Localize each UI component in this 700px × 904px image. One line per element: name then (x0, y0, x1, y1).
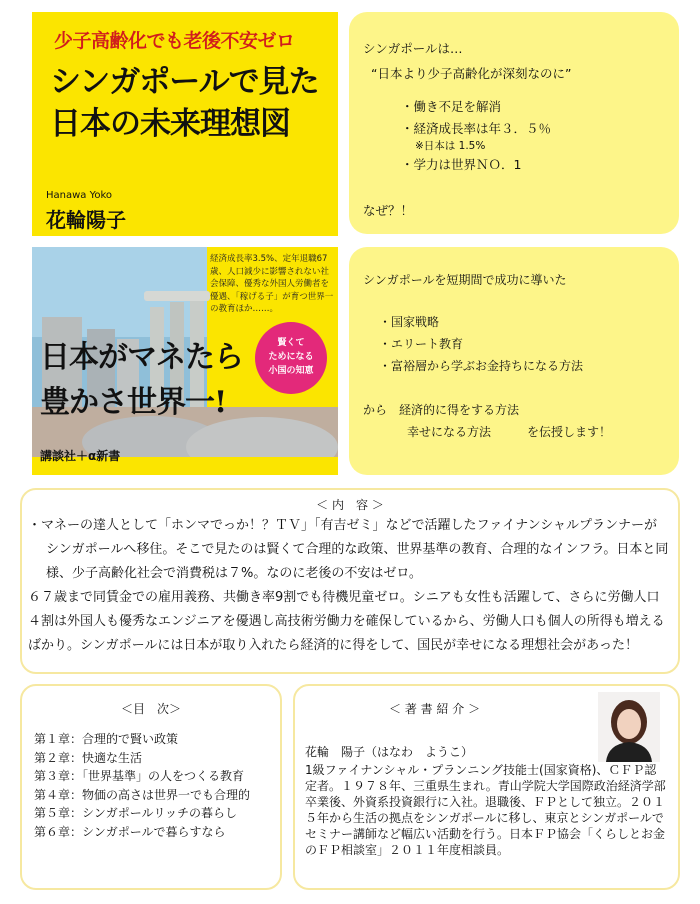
intro-question: なぜ？！ (363, 203, 414, 218)
author-heading: ＜ 著 書 紹 介 ＞ (389, 702, 481, 716)
cover-title-line2: 日本の未来理想図 (50, 106, 290, 142)
toc-heading: ＜目 次＞ (120, 702, 181, 716)
cover-author-en: Hanawa Yoko (46, 190, 113, 201)
methods-closing1: から 経済的に得をする方法 (363, 403, 520, 417)
book-cover-future-vision (32, 12, 338, 236)
methods-item3: ・富裕層から学ぶお金持ちになる方法 (379, 359, 584, 373)
methods-lead: シンガポールを短期間で成功に導いた (363, 273, 567, 287)
intro-note: ※日本は 1.5% (415, 140, 486, 152)
cover-title-line1: シンガポールで見た (50, 64, 319, 100)
toc-chapter: 第５章：シンガポールリッチの暮らし (34, 806, 237, 820)
toc-chapter: 第２章：快適な生活 (34, 750, 143, 765)
intro-bullet1: ・働き不足を解消 (401, 99, 502, 114)
toc-chapter: 第３章：「世界基準」の人をつくる教育 (34, 769, 245, 783)
badge-line: ためになる (268, 352, 314, 362)
toc-chapter: 第１章：合理的で賢い政策 (34, 732, 179, 746)
cover-blurb: 経済成長率3.5%、定年退職67歳、人口減少に影響されない社会保障、優秀な外国人労働者を優遇、「稼げる子」が育つ世界一の教育ほか……。 (210, 254, 334, 314)
intro-box (349, 12, 679, 234)
intro-line1: シンガポールは… (363, 41, 463, 56)
author-section (293, 684, 680, 890)
methods-box (349, 247, 679, 475)
author-name: 花輪 陽子（はなわ ようこ） (305, 745, 474, 759)
content-body (28, 514, 670, 658)
methods-closing2: 幸せになる方法 を伝授します！ (407, 425, 612, 439)
intro-bullet3: ・学力は世界ＮＯ．1 (401, 157, 522, 172)
content-paragraph: ・マネーの達人として「ホンマでっか！？ＴＶ」「有吉ゼミ」などで活躍したファイナンシャルプランナーがシンガポールへ移住。そこで見たのは賢くて合理的な政策、世界基準の教育、合理的なインフラ。日本と同様、少子高齢化社会で消費税は７%。なのに老後の不安はゼロ。 (28, 518, 669, 581)
book-cover-richest-country (32, 247, 338, 475)
intro-bullet2: ・経済成長率は年３．５％ (401, 121, 552, 136)
toc-chapter: 第４章：物価の高さは世界一でも合理的 (34, 787, 251, 802)
toc-chapter: 第６章：シンガポールで暮らすなら (34, 824, 226, 839)
toc-section (20, 684, 282, 890)
author-bio-text: 1級ファイナンシャル・プランニング技能士(国家資格)、ＣＦＰ認定者。１９７８年、三重県生まれ。青山学院大学国際政治経済学部卒業後、外資系投資銀行に入社。退職後、ＦＰとして独立。２０１５年から生活の拠点をシンガポールに移し、東京とシンガポールでセミナー講師など幅広い活動を行う。日本ＦＰ協会「くらしとお金のＦＰ相談室」２０１１年度相談員。 (305, 763, 666, 857)
cover-badge (255, 322, 327, 394)
intro-line2: “日本より少子高齢化が深刻なのに” (371, 66, 572, 81)
badge-line: 小国の知恵 (268, 366, 314, 376)
badge-line: 賢くて (277, 338, 305, 348)
cover-tagline: 少子高齢化でも老後不安ゼロ (54, 30, 295, 52)
cover2-title-line2: 豊かさ世界一! (40, 385, 227, 420)
cover2-publisher: 講談社＋α新書 (40, 449, 121, 463)
toc-list (34, 730, 250, 841)
author-bio (305, 744, 667, 858)
content-heading: ＜ 内 容 ＞ (316, 498, 384, 512)
methods-item1: ・国家戦略 (379, 315, 440, 329)
content-section (20, 488, 680, 674)
cover-author-jp: 花輪陽子 (46, 208, 126, 232)
cover2-title-line1: 日本がマネたら (40, 340, 243, 375)
methods-item2: ・エリート教育 (379, 337, 464, 351)
content-paragraph: ６７歳まで同賃金での雇用義務、共働き率9割でも待機児童ゼロ。シニアも女性も活躍して、さらに労働人口４割は外国人も優秀なエンジニアを優遇し高技術労働力を確保しているから、労働人口も個人の所得も増えるばかり。シンガポールには日本が取り入れたら経済的に得をして、国民が幸せになる理想社会があった！ (28, 590, 665, 653)
